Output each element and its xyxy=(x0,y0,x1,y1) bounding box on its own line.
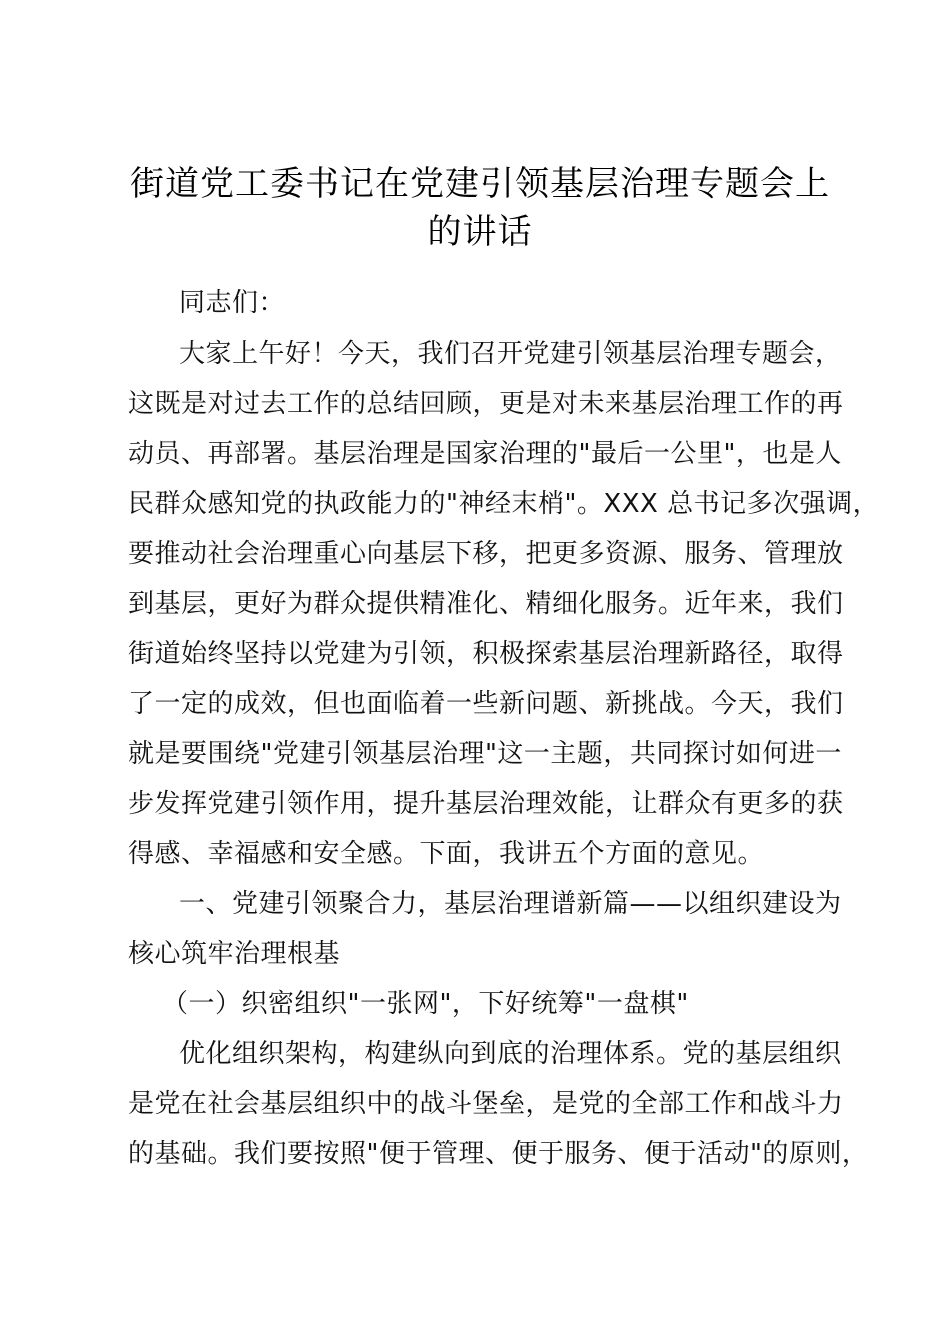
paragraph-1-line: 民群众感知党的执政能力的"神经末梢"。XXX 总书记多次强调， xyxy=(128,489,880,519)
paragraph-1-line: 要推动社会治理重心向基层下移，把更多资源、服务、管理放 xyxy=(128,539,844,569)
paragraph-1-line: 动员、再部署。基层治理是国家治理的"最后一公里"，也是人 xyxy=(128,439,842,469)
paragraph-1-line: 得感、幸福感和安全感。下面，我讲五个方面的意见。 xyxy=(128,839,765,869)
subsection-1-heading: （一）织密组织"一张网"，下好统筹"一盘棋" xyxy=(162,989,689,1019)
paragraph-2-line: 的基础。我们要按照"便于管理、便于服务、便于活动"的原则， xyxy=(128,1139,869,1169)
paragraph-1-line: 街道始终坚持以党建为引领，积极探索基层治理新路径，取得 xyxy=(128,639,844,669)
paragraph-1-line: 大家上午好！今天，我们召开党建引领基层治理专题会， xyxy=(179,339,842,369)
salutation: 同志们： xyxy=(179,288,286,318)
document-title-line-2: 的讲话 xyxy=(427,212,533,252)
paragraph-2-line: 是党在社会基层组织中的战斗堡垒，是党的全部工作和战斗力 xyxy=(128,1089,844,1119)
paragraph-1-line: 这既是对过去工作的总结回顾，更是对未来基层治理工作的再 xyxy=(128,389,844,419)
document-title-line-1: 街道党工委书记在党建引领基层治理专题会上 xyxy=(130,164,830,204)
paragraph-1-line: 到基层，更好为群众提供精准化、精细化服务。近年来，我们 xyxy=(128,589,844,619)
paragraph-1-line: 了一定的成效，但也面临着一些新问题、新挑战。今天，我们 xyxy=(128,689,844,719)
section-1-heading-line: 一、党建引领聚合力，基层治理谱新篇——以组织建设为 xyxy=(179,889,842,919)
paragraph-1-line: 就是要围绕"党建引领基层治理"这一主题，共同探讨如何进一 xyxy=(128,739,842,769)
paragraph-2-line: 优化组织架构，构建纵向到底的治理体系。党的基层组织 xyxy=(179,1039,842,1069)
section-1-heading-line: 核心筑牢治理根基 xyxy=(128,939,341,969)
paragraph-1-line: 步发挥党建引领作用，提升基层治理效能，让群众有更多的获 xyxy=(128,789,844,819)
